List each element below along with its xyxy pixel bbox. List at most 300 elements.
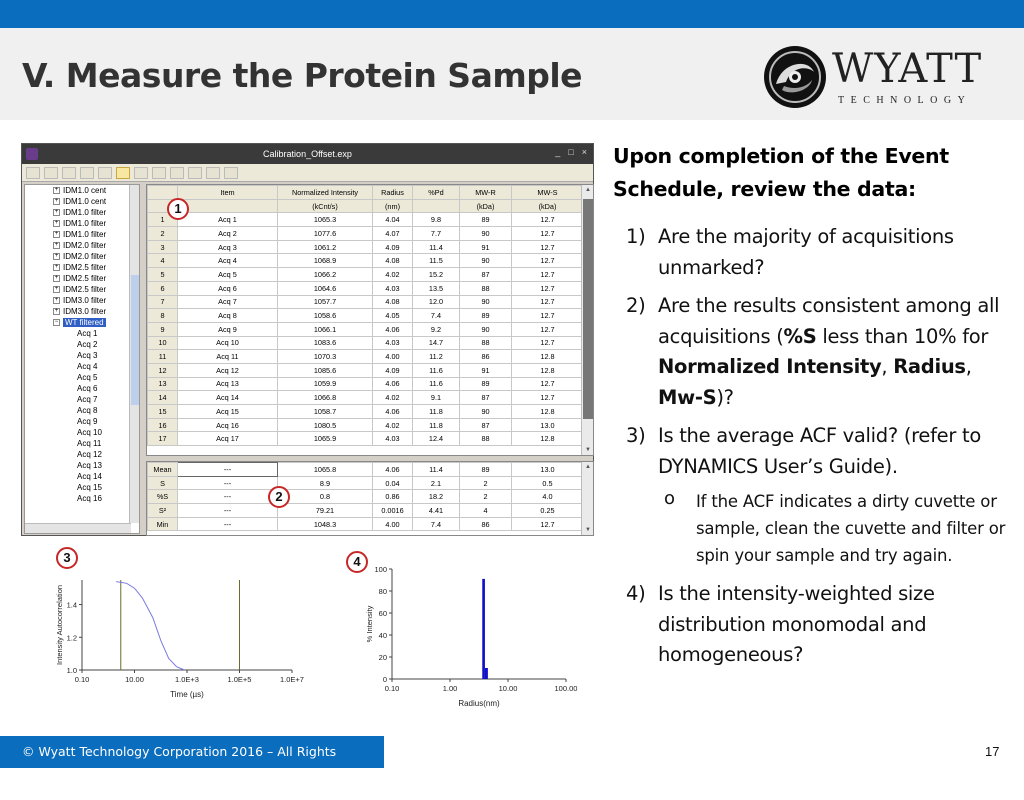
table-cell: Acq 14 (178, 391, 278, 405)
tree-item-label: IDM1.0 cent (63, 197, 107, 206)
tree-item[interactable] (25, 317, 139, 328)
wyatt-logo (762, 42, 1002, 112)
maximize-icon[interactable]: □ (568, 147, 574, 157)
stat-cell: 7.4 (413, 517, 460, 531)
logo-emblem-icon (762, 44, 828, 110)
table-cell: 87 (460, 391, 512, 405)
table-cell: 1061.2 (278, 240, 373, 254)
acf-chart (48, 566, 304, 706)
table-cell: Acq 6 (178, 281, 278, 295)
histogram-bar (482, 579, 485, 679)
item-text: , (965, 355, 972, 378)
stat-cell: 0.86 (373, 490, 413, 504)
y-tick-label: 80 (378, 587, 387, 596)
table-cell: 11.5 (413, 254, 460, 268)
tree-item-label: IDM2.5 filter (63, 263, 107, 272)
tree-item-label: Acq 14 (77, 472, 102, 481)
column-unit (178, 199, 278, 213)
item-number: 1) (626, 225, 646, 248)
column-unit (413, 199, 460, 213)
table-scrollbar[interactable]: ▲ ▼ (581, 185, 593, 455)
size-distribution-chart (360, 566, 590, 706)
y-tick-label: 100 (374, 565, 387, 574)
x-tick-label: 10.00 (125, 675, 144, 684)
expand-icon[interactable]: + (54, 231, 59, 238)
stat-cell: 8.9 (278, 476, 373, 490)
table-cell: 12.8 (512, 432, 584, 446)
row-number[interactable]: 14 (148, 391, 178, 405)
toolbar-button[interactable] (44, 167, 58, 179)
stat-cell: 11.4 (413, 463, 460, 477)
window-title: Calibration_Offset.exp (263, 149, 352, 159)
table-row[interactable] (148, 336, 584, 350)
tree-item[interactable] (25, 262, 139, 273)
table-cell: 4.06 (373, 377, 413, 391)
expand-icon[interactable]: + (54, 308, 59, 315)
y-tick-label: 60 (378, 609, 387, 618)
stat-cell: 1048.3 (278, 517, 373, 531)
toolbar-button[interactable] (26, 167, 40, 179)
table-row[interactable] (148, 295, 584, 309)
tree-item-label: WT filtered (65, 318, 104, 327)
expand-icon[interactable]: + (54, 209, 59, 216)
table-cell: 1066.8 (278, 391, 373, 405)
table-cell: 9.8 (413, 213, 460, 227)
table-cell: 88 (460, 336, 512, 350)
row-number[interactable]: 3 (148, 240, 178, 254)
tree-item[interactable] (25, 328, 139, 339)
table-cell: 12.7 (512, 377, 584, 391)
table-cell: 1068.9 (278, 254, 373, 268)
tree-scrollbar[interactable] (129, 185, 139, 523)
expand-icon[interactable]: + (54, 264, 59, 271)
minimize-icon[interactable]: _ (555, 147, 561, 157)
expand-icon[interactable]: + (54, 242, 59, 249)
item-number: 3) (626, 424, 646, 447)
table-cell: Acq 15 (178, 405, 278, 419)
table-cell: Acq 1 (178, 213, 278, 227)
table-cell: 88 (460, 432, 512, 446)
row-number[interactable]: 6 (148, 281, 178, 295)
table-row[interactable] (148, 391, 584, 405)
table-cell: 1059.9 (278, 377, 373, 391)
window-titlebar[interactable] (22, 144, 593, 164)
tree-item-label: Acq 2 (77, 340, 98, 349)
tree-item-label: Acq 3 (77, 351, 98, 360)
tree-item[interactable] (25, 449, 139, 460)
table-cell: 12.7 (512, 322, 584, 336)
table-cell: 86 (460, 350, 512, 364)
tree-item[interactable] (25, 306, 139, 317)
stat-cell: 2.1 (413, 476, 460, 490)
expand-icon[interactable]: + (54, 198, 59, 205)
table-cell: 4.00 (373, 350, 413, 364)
tree-item[interactable] (25, 405, 139, 416)
item-text: , (881, 355, 894, 378)
tree-item[interactable] (25, 493, 139, 504)
row-number[interactable]: 10 (148, 336, 178, 350)
acf-series-line (116, 582, 184, 670)
callout-4: 4 (346, 551, 368, 573)
table-cell: 12.8 (512, 363, 584, 377)
column-header[interactable]: Item (178, 186, 278, 200)
stats-row (148, 476, 584, 490)
toolbar-button[interactable] (98, 167, 112, 179)
table-cell: 4.02 (373, 418, 413, 432)
tree-item[interactable] (25, 416, 139, 427)
tree-item[interactable] (25, 372, 139, 383)
table-cell: 4.03 (373, 281, 413, 295)
stat-cell: 79.21 (278, 504, 373, 518)
table-cell: 1070.3 (278, 350, 373, 364)
stat-cell: 4.00 (373, 517, 413, 531)
stat-label: Mean (148, 463, 178, 477)
stat-cell: 2 (460, 476, 512, 490)
table-cell: 12.7 (512, 240, 584, 254)
table-cell: 9.2 (413, 322, 460, 336)
tree-item[interactable] (25, 251, 139, 262)
table-cell: 11.8 (413, 418, 460, 432)
table-cell: 12.7 (512, 227, 584, 241)
stat-cell: 0.8 (278, 490, 373, 504)
table-cell: 1065.9 (278, 432, 373, 446)
table-cell: 91 (460, 240, 512, 254)
tree-item-label: IDM1.0 filter (63, 230, 107, 239)
row-number[interactable]: 16 (148, 418, 178, 432)
table-row[interactable] (148, 322, 584, 336)
table-cell: 12.7 (512, 295, 584, 309)
x-tick-label: 1.00 (442, 684, 458, 693)
table-cell: Acq 2 (178, 227, 278, 241)
tree-item[interactable] (25, 273, 139, 284)
table-cell: 89 (460, 213, 512, 227)
table-cell: 12.7 (512, 309, 584, 323)
tree-item-label: IDM1.0 filter (63, 208, 107, 217)
toolbar (22, 164, 593, 182)
tree-item[interactable] (25, 284, 139, 295)
callout-3: 3 (56, 547, 78, 569)
item-text: )? (716, 385, 734, 409)
row-number[interactable]: 11 (148, 350, 178, 364)
table-cell: 4.02 (373, 391, 413, 405)
question-item (626, 579, 1018, 671)
expand-icon[interactable]: + (54, 286, 59, 293)
emphasis-text: Radius (893, 355, 966, 378)
table-row[interactable] (148, 268, 584, 282)
column-header[interactable]: MW-S (512, 186, 584, 200)
sub-bullet (626, 488, 1018, 569)
stat-cell: 1065.8 (278, 463, 373, 477)
histogram-icon[interactable] (170, 167, 184, 179)
tree-item[interactable] (25, 460, 139, 471)
table-cell: 4.02 (373, 268, 413, 282)
table-cell: 12.4 (413, 432, 460, 446)
table-cell: 13.5 (413, 281, 460, 295)
column-unit: (kDa) (460, 199, 512, 213)
table-cell: Acq 17 (178, 432, 278, 446)
tree-item[interactable] (25, 339, 139, 350)
table-cell: 1057.7 (278, 295, 373, 309)
x-axis-label: Radius(nm) (458, 699, 500, 708)
y-tick-label: 1.0 (66, 666, 77, 675)
row-number[interactable]: 12 (148, 363, 178, 377)
table-cell: 7.4 (413, 309, 460, 323)
stat-cell: 89 (460, 463, 512, 477)
footer-bar: © Wyatt Technology Corporation 2016 – All Rights Reserved (0, 736, 384, 768)
tree-item[interactable] (25, 471, 139, 482)
stat-cell: 12.7 (512, 517, 584, 531)
table-cell: 4.03 (373, 432, 413, 446)
table-row[interactable] (148, 213, 584, 227)
stat-cell: 0.0016 (373, 504, 413, 518)
column-header[interactable]: Normalized Intensity (278, 186, 373, 200)
y-tick-label: 1.4 (66, 600, 77, 610)
table-cell: Acq 12 (178, 363, 278, 377)
tree-item[interactable] (25, 438, 139, 449)
row-number[interactable]: 9 (148, 322, 178, 336)
table-cell: 12.8 (512, 405, 584, 419)
expand-icon[interactable]: + (54, 297, 59, 304)
table-cell: 1065.3 (278, 213, 373, 227)
y-axis-label: % Intensity (365, 605, 374, 643)
table-cell: 12.7 (512, 254, 584, 268)
tree-item-label: IDM1.0 filter (63, 219, 107, 228)
callout-2: 2 (268, 486, 290, 508)
x-axis-label: Time (µs) (170, 690, 204, 699)
tree-item-label: Acq 13 (77, 461, 102, 470)
emphasis-text: Normalized Intensity (658, 355, 882, 378)
table-cell: 1058.6 (278, 309, 373, 323)
column-unit: (nm) (373, 199, 413, 213)
table-row[interactable] (148, 350, 584, 364)
table-row[interactable] (148, 240, 584, 254)
column-unit: (kCnt/s) (278, 199, 373, 213)
row-number[interactable]: 2 (148, 227, 178, 241)
toolbar-button[interactable] (62, 167, 76, 179)
row-number[interactable]: 8 (148, 309, 178, 323)
stat-cell: 0.25 (512, 504, 584, 518)
x-tick-label: 1.0E+7 (280, 675, 304, 684)
tree-item-label: Acq 5 (77, 373, 98, 382)
row-number[interactable]: 5 (148, 268, 178, 282)
x-tick-label: 100.00 (554, 684, 578, 693)
table-row[interactable] (148, 432, 584, 446)
review-questions (626, 222, 1018, 679)
table-cell: 90 (460, 227, 512, 241)
tree-item[interactable] (25, 482, 139, 493)
table-cell: 14.7 (413, 336, 460, 350)
row-number[interactable]: 13 (148, 377, 178, 391)
stat-cell: --- (178, 504, 278, 518)
stat-cell: --- (178, 490, 278, 504)
page-number: 17 (985, 744, 1000, 759)
x-tick-label: 0.10 (384, 684, 400, 693)
table-cell: 4.03 (373, 336, 413, 350)
table-cell: Acq 7 (178, 295, 278, 309)
table-cell: 11.8 (413, 405, 460, 419)
table-cell: 90 (460, 322, 512, 336)
table-row[interactable] (148, 309, 584, 323)
stat-label: S (148, 476, 178, 490)
tree-item[interactable] (25, 196, 139, 207)
tree-item[interactable] (25, 229, 139, 240)
x-tick-label: 1.0E+5 (227, 675, 252, 684)
tree-item-label: Acq 12 (77, 450, 102, 459)
table-cell: 1064.6 (278, 281, 373, 295)
tree-item[interactable] (25, 207, 139, 218)
tree-item[interactable] (25, 427, 139, 438)
emphasis-text: Mw-S (658, 385, 717, 409)
row-number[interactable]: 17 (148, 432, 178, 446)
top-accent-bar (0, 0, 1024, 28)
toolbar-button[interactable] (206, 167, 220, 179)
table-cell: 4.06 (373, 405, 413, 419)
logo-wordmark: WYATT (832, 46, 983, 92)
tree-hscrollbar[interactable] (25, 523, 131, 533)
table-cell: 12.7 (512, 336, 584, 350)
tree-item[interactable] (25, 350, 139, 361)
table-cell: 4.09 (373, 363, 413, 377)
table-row[interactable] (148, 281, 584, 295)
tree-item-label: Acq 11 (77, 439, 102, 448)
review-heading: Upon completion of the Event Schedule, review the data: (613, 144, 949, 201)
item-text: Are the results consistent among all acquisitions ( (658, 294, 1000, 348)
line-chart-icon[interactable] (134, 167, 148, 179)
table-row[interactable] (148, 254, 584, 268)
toolbar-button[interactable] (80, 167, 94, 179)
tree-item-label: IDM3.0 filter (63, 307, 107, 316)
tree-item[interactable] (25, 218, 139, 229)
callout-1: 1 (167, 198, 189, 220)
table-cell: Acq 16 (178, 418, 278, 432)
table-cell: 1085.6 (278, 363, 373, 377)
item-text: Is the average ACF valid? (refer to DYNAMICS User’s Guide). (658, 424, 981, 478)
x-tick-label: 10.00 (498, 684, 518, 693)
expand-icon[interactable]: + (54, 253, 59, 260)
close-icon[interactable]: × (581, 147, 587, 157)
table-cell: 12.0 (413, 295, 460, 309)
toolbar-button[interactable] (224, 167, 238, 179)
event-schedule-button[interactable] (116, 167, 130, 179)
item-number: 2) (626, 294, 646, 317)
table-cell: 87 (460, 418, 512, 432)
column-header[interactable]: MW-R (460, 186, 512, 200)
y-tick-label: 20 (378, 653, 387, 662)
row-number[interactable]: 7 (148, 295, 178, 309)
column-header[interactable]: %Pd (413, 186, 460, 200)
stats-scrollbar[interactable]: ▲ ▼ (581, 462, 593, 535)
x-tick-label: 0.10 (74, 675, 90, 684)
table-cell: 90 (460, 254, 512, 268)
table-row[interactable] (148, 227, 584, 241)
table-cell: 89 (460, 377, 512, 391)
tree-item-label: Acq 1 (77, 329, 98, 338)
app-window (21, 143, 594, 536)
table-row[interactable] (148, 377, 584, 391)
table-cell: 1077.6 (278, 227, 373, 241)
tree-item-label: Acq 8 (77, 406, 98, 415)
table-cell: 4.09 (373, 240, 413, 254)
collapse-icon[interactable]: − (54, 319, 59, 326)
tree-item[interactable] (25, 185, 139, 196)
tree-item[interactable] (25, 240, 139, 251)
tree-item-label: IDM2.5 filter (63, 274, 107, 283)
table-cell: 4.06 (373, 322, 413, 336)
table-cell: 11.6 (413, 363, 460, 377)
table-row[interactable] (148, 363, 584, 377)
table-cell: 12.7 (512, 391, 584, 405)
stat-cell: 4.06 (373, 463, 413, 477)
table-cell: 89 (460, 309, 512, 323)
expand-icon[interactable]: + (54, 187, 59, 194)
table-cell: 4.07 (373, 227, 413, 241)
y-tick-label: 0 (382, 675, 387, 684)
item-number: 4) (626, 582, 646, 605)
table-cell: 12.7 (512, 281, 584, 295)
row-number[interactable]: 4 (148, 254, 178, 268)
stat-label: %S (148, 490, 178, 504)
item-text: If the ACF indicates a dirty cuvette or sample, clean the cuvette and filter or spin your sample and try again. (696, 492, 1006, 565)
tree-item-label: IDM2.0 filter (63, 252, 107, 261)
expand-icon[interactable]: + (54, 220, 59, 227)
table-cell: Acq 10 (178, 336, 278, 350)
tree-item-label: Acq 7 (77, 395, 98, 404)
row-number[interactable]: 15 (148, 405, 178, 419)
table-cell: 7.7 (413, 227, 460, 241)
item-text: less than 10% for (816, 324, 989, 348)
tree-item-label: Acq 15 (77, 483, 102, 492)
graph-icon[interactable] (152, 167, 166, 179)
tree-item[interactable] (25, 394, 139, 405)
table-cell: 11.4 (413, 240, 460, 254)
tree-item[interactable] (25, 295, 139, 306)
table-row[interactable] (148, 405, 584, 419)
table-cell: 4.08 (373, 254, 413, 268)
stats-row (148, 490, 584, 504)
table-cell: 91 (460, 363, 512, 377)
table-cell: 4.05 (373, 309, 413, 323)
x-tick-label: 1.0E+3 (175, 675, 199, 684)
row-number[interactable]: 1 (148, 213, 178, 227)
toolbar-button[interactable] (188, 167, 202, 179)
table-cell: 13.0 (512, 418, 584, 432)
question-item (626, 291, 1018, 413)
column-header[interactable]: Radius (373, 186, 413, 200)
table-cell: Acq 9 (178, 322, 278, 336)
stat-cell: 4.0 (512, 490, 584, 504)
table-cell: 1083.6 (278, 336, 373, 350)
expand-icon[interactable]: + (54, 275, 59, 282)
tree-item-label: IDM1.0 cent (63, 186, 107, 195)
table-cell: 4.08 (373, 295, 413, 309)
table-cell: 1080.5 (278, 418, 373, 432)
tree-item-label: IDM2.5 filter (63, 285, 107, 294)
table-row[interactable] (148, 418, 584, 432)
tree-item[interactable] (25, 383, 139, 394)
table-cell: 12.7 (512, 213, 584, 227)
tree-item[interactable] (25, 361, 139, 372)
table-cell: 90 (460, 295, 512, 309)
stat-cell: 0.04 (373, 476, 413, 490)
table-cell: 1066.2 (278, 268, 373, 282)
question-item (626, 222, 1018, 283)
stats-row (148, 517, 584, 531)
logo-subtitle: TECHNOLOGY (838, 95, 972, 106)
stat-cell: 13.0 (512, 463, 584, 477)
table-cell: 11.2 (413, 350, 460, 364)
table-cell: 11.6 (413, 377, 460, 391)
table-cell: 15.2 (413, 268, 460, 282)
